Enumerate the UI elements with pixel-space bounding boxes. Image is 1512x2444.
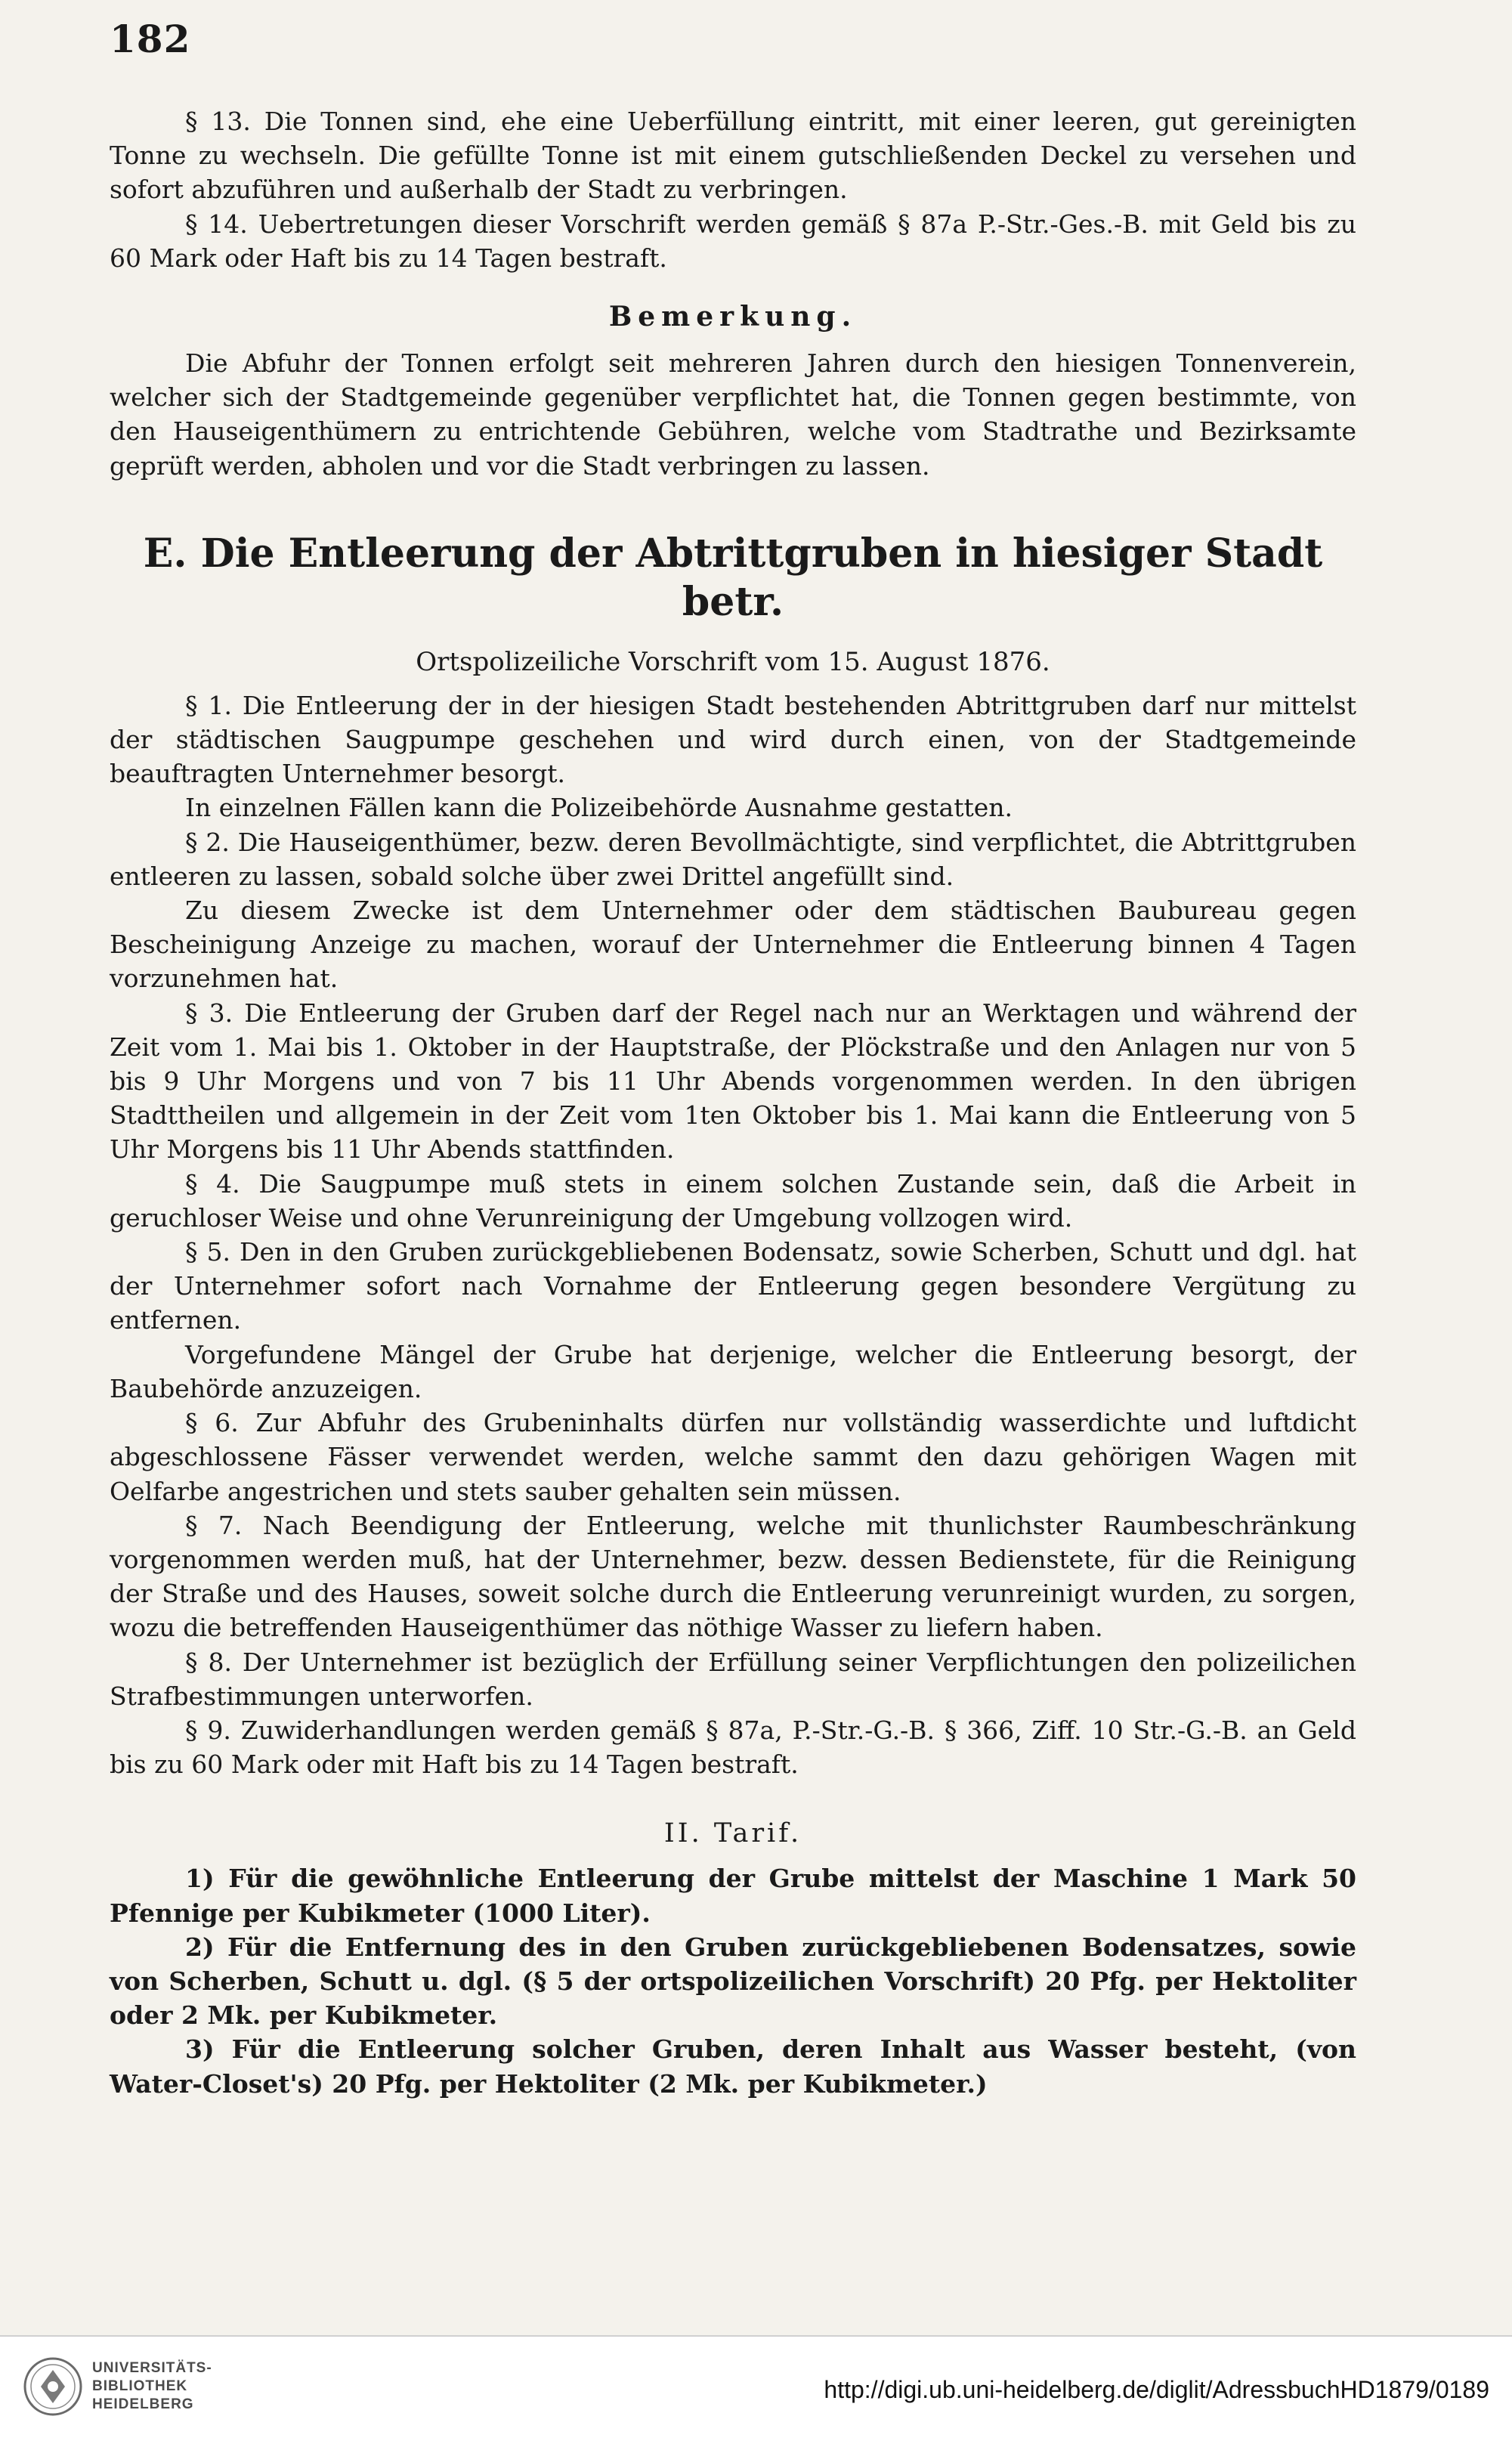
library-name-line-2: BIBLIOTHEK bbox=[92, 2378, 188, 2394]
section-e-subtitle: Ortspolizeiliche Vorschrift vom 15. August 1876. bbox=[416, 646, 1050, 677]
paragraph-13: § 13. Die Tonnen sind, ehe eine Ueberfüllung eintritt, mit einer leeren, gut gereinigten Tonne zu wechseln. Die gefüllte Tonne ist mit einem gutschließenden Deckel zu versehen und sofort abzuführen und außerhalb der Stadt zu verbringen. bbox=[110, 107, 1356, 205]
section-e-paragraph-8: Vorgefundene Mängel der Grube hat derjenige, welcher die Entleerung besorgt, der Baubehörde anzuzeigen. bbox=[110, 1339, 1356, 1403]
tarif-heading: II. Tarif. bbox=[663, 1818, 802, 1849]
section-e-paragraph-11: § 8. Der Unternehmer ist bezüglich der Erfüllung seiner Verpflichtungen den polizeilichen Strafbestimmungen unterworfen. bbox=[110, 1647, 1356, 1711]
library-name-line-1: UNIVERSITÄTS- bbox=[92, 2360, 212, 2376]
section-e-paragraph-6: § 4. Die Saugpumpe muß stets in einem solchen Zustande sein, daß die Arbeit in geruchloser Weise und ohne Verunreinigung der Umgebung vollzogen wird. bbox=[110, 1168, 1356, 1233]
section-e-paragraph-5: § 3. Die Entleerung der Gruben darf der Regel nach nur an Werktagen und während der Zeit vom 1. Mai bis 1. Oktober in der Hauptstraße, der Plöckstraße und den Anlagen nur von 5 bis 9 Uhr Morgens und von 7 bis 11 Uhr Abends vorgenommen werden. In den übrigen Stadttheilen und allgemein in der Zeit vom 1ten Oktober bis 1. Mai kann die Entleerung von 5 Uhr Morgens bis 11 Uhr Abends stattfinden. bbox=[110, 998, 1356, 1165]
section-e-title: E. Die Entleerung der Abtrittgruben in hiesiger Stadt betr. bbox=[143, 530, 1323, 625]
bemerkung-heading: Bemerkung. bbox=[608, 301, 858, 333]
document-body bbox=[110, 104, 1356, 2101]
paragraph-14: § 14. Uebertretungen dieser Vorschrift werden gemäß § 87a P.-Str.-Ges.-B. mit Geld bis zu 60 Mark oder Haft bis zu 14 Tagen bestraft. bbox=[110, 209, 1356, 273]
library-logo-text bbox=[92, 2359, 212, 2414]
bemerkung-text: Die Abfuhr der Tonnen erfolgt seit mehreren Jahren durch den hiesigen Tonnenverein, welcher sich der Stadtgemeinde gegenüber verpflichtet hat, die Tonnen gegen bestimmte, von den Hauseigenthümern zu entrichtende Gebühren, welche vom Stadtrathe und Bezirksamte geprüft werden, abholen und vor die Stadt verbringen zu lassen. bbox=[110, 348, 1356, 481]
section-e-paragraph-4: Zu diesem Zwecke ist dem Unternehmer oder dem städtischen Baubureau gegen Bescheinigung Anzeige zu machen, worauf der Unternehmer die Entleerung binnen 4 Tagen vorzunehmen hat. bbox=[110, 896, 1356, 994]
university-seal-icon bbox=[23, 2356, 83, 2417]
section-e-paragraph-12: § 9. Zuwiderhandlungen werden gemäß § 87a, P.-Str.-G.-B. § 366, Ziff. 10 Str.-G.-B. an Geld bis zu 60 Mark oder mit Haft bis zu 14 Tagen bestraft. bbox=[110, 1715, 1356, 1780]
section-e-paragraph-1: § 1. Die Entleerung der in der hiesigen Stadt bestehenden Abtrittgruben darf nur mittelst der städtischen Saugpumpe geschehen und wird durch einen, von der Stadtgemeinde beauftragten Unternehmer besorgt. bbox=[110, 690, 1356, 789]
section-e-paragraph-10: § 7. Nach Beendigung der Entleerung, welche mit thunlichster Raumbeschränkung vorgenommen werden muß, hat der Unternehmer, bezw. dessen Bedienstete, für die Reinigung der Straße und des Hauses, soweit solche durch die Entleerung verunreinigt wurden, zu sorgen, wozu die betreffenden Hauseigenthümer das nöthige Wasser zu liefern haben. bbox=[110, 1510, 1356, 1643]
library-name-line-3: HEIDELBERG bbox=[92, 2396, 194, 2412]
section-e-paragraph-2: In einzelnen Fällen kann die Polizeibehörde Ausnahme gestatten. bbox=[185, 793, 1013, 823]
page-number: 182 bbox=[110, 17, 191, 61]
tarif-item-2: 2) Für die Entfernung des in den Gruben zurückgebliebenen Bodensatzes, sowie von Scherben, Schutt u. dgl. (§ 5 der ortspolizeilichen Vorschrift) 20 Pfg. per Hektoliter oder 2 Mk. per Kubikmeter. bbox=[110, 1932, 1356, 2031]
section-e-paragraph-7: § 5. Den in den Gruben zurückgebliebenen Bodensatz, sowie Scherben, Schutt und dgl. hat der Unternehmer sofort nach Vornahme der Entleerung gegen besondere Vergütung zu entfernen. bbox=[110, 1237, 1356, 1335]
section-e-paragraph-3: § 2. Die Hauseigenthümer, bezw. deren Bevollmächtigte, sind verpflichtet, die Abtrittgruben entleeren zu lassen, sobald solche über zwei Drittel angefüllt sind. bbox=[110, 827, 1356, 891]
source-url-link[interactable]: http://digi.ub.uni-heidelberg.de/diglit/AdressbuchHD1879/0189 bbox=[824, 2376, 1489, 2403]
tarif-item-3: 3) Für die Entleerung solcher Gruben, deren Inhalt aus Wasser besteht, (von Water-Closet's) 20 Pfg. per Hektoliter (2 Mk. per Kubikmeter.) bbox=[110, 2034, 1356, 2099]
section-e-paragraph-9: § 6. Zur Abfuhr des Grubeninhalts dürfen nur vollständig wasserdichte und luftdicht abgeschlossene Fässer verwendet werden, welche sammt den dazu gehörigen Wagen mit Oelfarbe angestrichen und stets sauber gehalten sein müssen. bbox=[110, 1408, 1356, 1506]
tarif-item-1: 1) Für die gewöhnliche Entleerung der Grube mittelst der Maschine 1 Mark 50 Pfennige per Kubikmeter (1000 Liter). bbox=[110, 1864, 1356, 1928]
footer-bar bbox=[0, 2335, 1512, 2444]
